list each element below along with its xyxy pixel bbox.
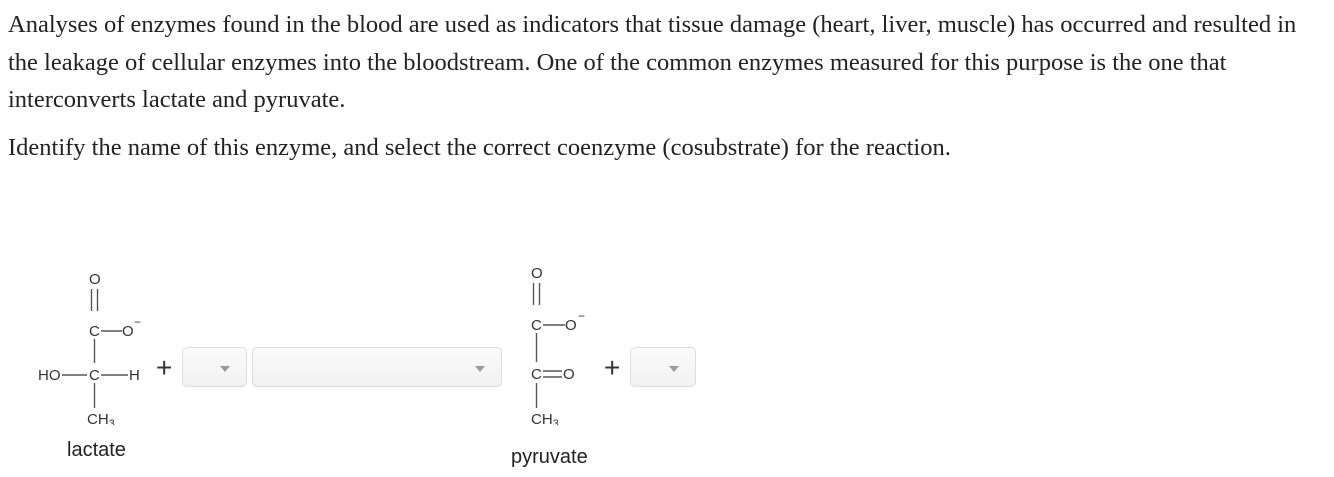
pyruvate-carboxyl-carbon: C [531, 317, 542, 334]
pyruvate-label: pyruvate [511, 446, 588, 468]
lactate-central-carbon: C [89, 367, 100, 384]
pyruvate-structure-drawing [500, 265, 630, 425]
pyruvate-structure [500, 265, 630, 425]
question-paragraph-1: Analyses of enzymes found in the blood are used as indicators that tissue damage (heart, liver, muscle) has occurred and resulted in the leakage of cellular enzymes into the bloodstream. One of the common enzymes measured for this purpose is the one that interconverts lactate and pyruvate. [8, 11, 1297, 113]
pyruvate-oxygen-anion: O [565, 317, 577, 334]
question-paragraph-2: Identify the name of this enzyme, and select the correct coenzyme (cosubstrate) for the reaction. [8, 134, 951, 161]
pyruvate-oxygen-top: O [531, 265, 543, 282]
coenzyme-left-dropdown[interactable] [182, 347, 247, 387]
chevron-down-icon [475, 366, 485, 372]
lactate-structure [30, 265, 173, 425]
chevron-down-icon [220, 366, 230, 372]
pyruvate-methyl: $CH_3$ [531, 411, 559, 425]
enzyme-dropdown[interactable] [252, 347, 502, 387]
lactate-oxygen-top: O [89, 271, 101, 288]
lactate-label: lactate [67, 439, 126, 461]
pyruvate-negative-charge: − [578, 309, 586, 323]
coenzyme-right-dropdown[interactable] [630, 347, 696, 387]
reaction-equation [0, 255, 1334, 477]
lactate-negative-charge: − [134, 315, 142, 329]
plus-sign-2: + [604, 352, 621, 383]
chevron-down-icon [669, 366, 679, 372]
pyruvate-keto-carbon: C [531, 366, 542, 383]
lactate-hydroxyl: HO [38, 367, 61, 384]
lactate-structure-drawing [30, 265, 173, 425]
plus-sign-1: + [156, 352, 173, 383]
lactate-carboxyl-carbon: C [89, 323, 100, 340]
lactate-oxygen-anion: O [122, 323, 134, 340]
lactate-hydrogen: H [129, 367, 140, 384]
pyruvate-keto-oxygen: O [563, 366, 575, 383]
lactate-methyl: $CH_3$ [87, 411, 115, 425]
